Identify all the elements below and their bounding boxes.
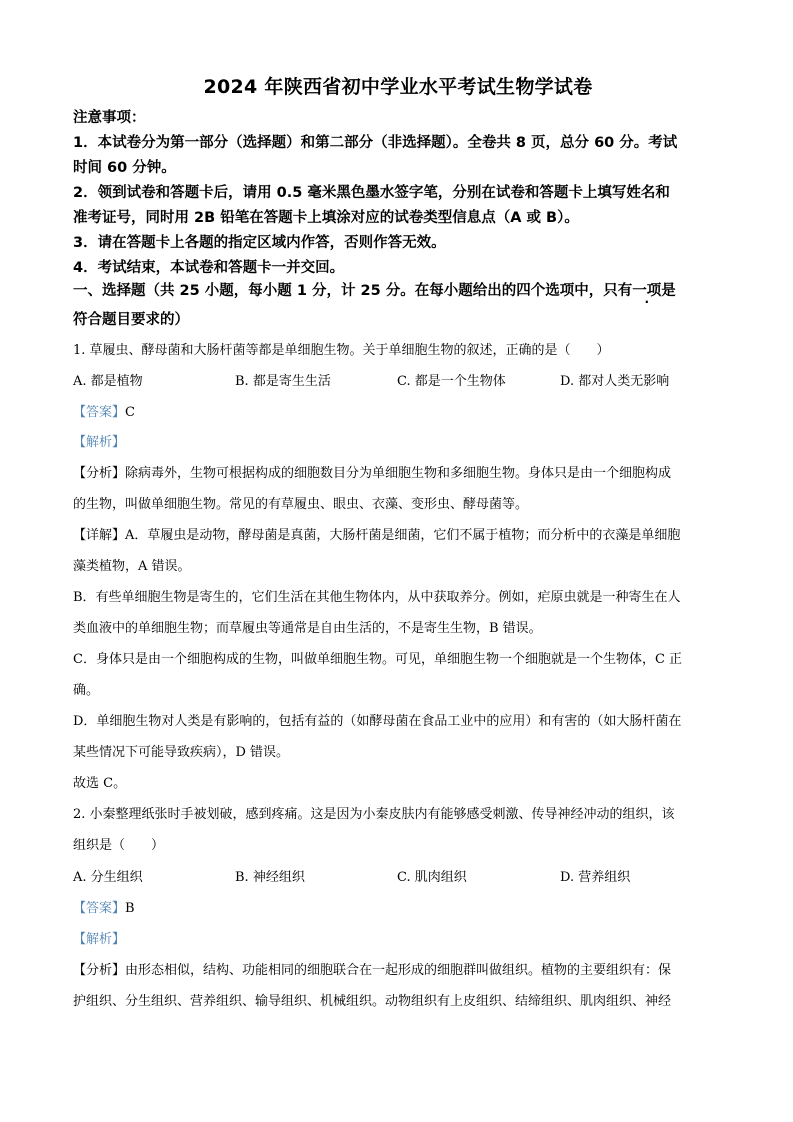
analysis-tag: 【解析】 — [73, 435, 126, 450]
question-2-stem: 2. 小秦整理纸张时手被划破，感到疼痛。这是因为小秦皮肤内有能够感受刺激、传导神经冲动的组织，该 — [73, 807, 675, 822]
fenxi-tag: 【分析】 — [73, 466, 126, 481]
question-1-stem: 1. 草履虫、酵母菌和大肠杆菌等都是单细胞生物。关于单细胞生物的叙述，正确的是（ ） — [73, 343, 610, 358]
page-title: 2024 年陕西省初中学业水平考试生物学试卷 — [203, 76, 593, 98]
section-heading-text: 一、选择题（共 25 小题，每小题 1 分，计 25 分。在每小题给出的四个选项中，只有 — [73, 283, 633, 299]
answer-tag: 【答案】 — [73, 901, 126, 916]
fenxi-line — [73, 462, 671, 481]
xiangjie-text: C．身体只是由一个细胞构成的生物，叫做单细胞生物。可见，单细胞生物一个细胞就是一个生物体，C 正 — [73, 652, 683, 667]
xiangjie-text: 确。 — [73, 683, 100, 698]
section-heading-text: 是 — [661, 283, 676, 299]
section-heading-cont: 符合题目要求的） — [73, 312, 189, 328]
answer-value: B — [125, 901, 135, 916]
answer-line — [73, 897, 135, 916]
option-a: A. 分生组织 — [73, 870, 143, 885]
notice-item: 准考证号，同时用 2B 铅笔在答题卡上填涂对应的试卷类型信息点（A 或 B）。 — [73, 210, 579, 226]
notice-item: 4．考试结束，本试卷和答题卡一并交回。 — [73, 260, 345, 276]
notice-heading: 注意事项： — [73, 110, 146, 126]
fenxi-line — [73, 959, 671, 978]
xiangjie-text: B．有些单细胞生物是寄生的，它们生活在其他生物体内，从中获取养分。例如，疟原虫就是一种寄生在人 — [73, 590, 681, 605]
notice-item: 时间 60 分钟。 — [73, 160, 176, 176]
option-c: C. 肌肉组织 — [397, 870, 467, 885]
answer-tag: 【答案】 — [73, 405, 126, 420]
emphasis-text: 一项 — [632, 283, 662, 299]
xiangjie-text: 某些情况下可能导致疾病），D 错误。 — [73, 745, 290, 760]
fenxi-text: 除病毒外，生物可根据构成的细胞数目分为单细胞生物和多细胞生物。身体只是由一个细胞构成 — [125, 466, 672, 481]
notice-item: 1．本试卷分为第一部分（选择题）和第二部分（非选择题）。全卷共 8 页，总分 60 分。考试 — [73, 135, 678, 151]
section-heading — [73, 279, 676, 300]
xiangjie-text: 类血液中的单细胞生物；而草履虫等通常是自由生活的，不是寄生生物，B 错误。 — [73, 621, 542, 636]
analysis-tag: 【解析】 — [73, 932, 126, 947]
conclusion: 故选 C。 — [73, 776, 127, 791]
xiangjie-tag: 【详解】 — [73, 528, 126, 543]
fenxi-text: 由形态相似，结构、功能相同的细胞联合在一起形成的细胞群叫做组织。植物的主要组织有：保 — [125, 963, 672, 978]
option-b: B. 神经组织 — [235, 870, 305, 885]
fenxi-text: 的生物，叫做单细胞生物。常见的有草履虫、眼虫、衣藻、变形虫、酵母菌等。 — [73, 497, 529, 512]
option-b: B. 都是寄生生活 — [235, 374, 331, 389]
answer-line — [73, 401, 135, 420]
option-d: D. 营养组织 — [560, 870, 631, 885]
notice-item: 3．请在答题卡上各题的指定区域内作答，否则作答无效。 — [73, 235, 446, 251]
xiangjie-line — [73, 524, 680, 543]
xiangjie-text: A．草履虫是动物，酵母菌是真菌，大肠杆菌是细菌，它们不属于植物；而分析中的衣藻是单细胞 — [125, 528, 681, 543]
question-2-stem: 组织是（ ） — [73, 838, 165, 853]
option-a: A. 都是植物 — [73, 374, 143, 389]
notice-item: 2．领到试卷和答题卡后，请用 0.5 毫米黑色墨水签字笔，分别在试卷和答题卡上填写姓名和 — [73, 185, 670, 201]
xiangjie-text: 藻类植物，A 错误。 — [73, 559, 191, 574]
xiangjie-text: D．单细胞生物对人类是有影响的，包括有益的（如酵母菌在食品工业中的应用）和有害的（如大肠杆菌在 — [73, 714, 682, 729]
option-d: D. 都对人类无影响 — [560, 374, 670, 389]
fenxi-tag: 【分析】 — [73, 963, 126, 978]
option-c: C. 都是一个生物体 — [397, 374, 506, 389]
answer-value: C — [125, 405, 135, 420]
fenxi-text: 护组织、分生组织、营养组织、输导组织、机械组织。动物组织有上皮组织、结缔组织、肌肉组织、神经 — [73, 994, 672, 1009]
